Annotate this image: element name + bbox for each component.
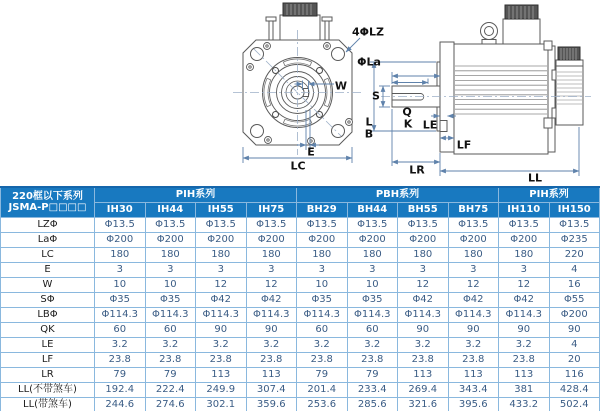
- model-header: BH29: [297, 203, 348, 218]
- dim-label-e: E: [307, 145, 315, 159]
- table-cell: Φ114.3: [297, 308, 348, 323]
- dim-label-b: B: [364, 127, 374, 141]
- table-cell: 3.2: [297, 338, 348, 353]
- model-header: IH150: [549, 203, 600, 218]
- table-cell: 3: [347, 263, 398, 278]
- table-cell: 12: [196, 278, 247, 293]
- table-cell: 3.2: [398, 338, 449, 353]
- table-cell: 23.8: [297, 353, 348, 368]
- row-label: QK: [1, 323, 95, 338]
- table-cell: 79: [297, 368, 348, 383]
- table-row: [1, 293, 600, 308]
- row-label: LE: [1, 338, 95, 353]
- table-cell: 20: [549, 353, 600, 368]
- table-cell: Φ200: [297, 233, 348, 248]
- side-view-drawing: [392, 5, 583, 154]
- table-cell: Φ200: [246, 233, 297, 248]
- table-row: [1, 383, 600, 398]
- dim-label-la: ΦLa: [357, 55, 381, 69]
- table-cell: 502.4: [549, 398, 600, 411]
- table-cell: 10: [297, 278, 348, 293]
- spec-table: [0, 186, 600, 411]
- table-cell: Φ13.5: [196, 218, 247, 233]
- table-cell: Φ42: [196, 293, 247, 308]
- table-cell: 4: [549, 263, 600, 278]
- table-cell: Φ13.5: [499, 218, 550, 233]
- table-cell: 269.4: [398, 383, 449, 398]
- table-cell: 60: [145, 323, 196, 338]
- table-cell: 180: [448, 248, 499, 263]
- table-cell: 12: [246, 278, 297, 293]
- dim-label-lc: LC: [290, 159, 306, 173]
- table-cell: 60: [95, 323, 146, 338]
- dimension-drawing: [0, 0, 600, 186]
- table-row: [1, 323, 600, 338]
- table-cell: Φ13.5: [549, 218, 600, 233]
- table-cell: Φ200: [448, 233, 499, 248]
- dim-label-4lz: 4ΦLZ: [352, 25, 384, 39]
- table-cell: 3: [246, 263, 297, 278]
- corner-header-line1: 220框以下系列: [12, 191, 83, 202]
- table-cell: 244.6: [95, 398, 146, 411]
- table-cell: 307.4: [246, 383, 297, 398]
- corner-header-cell: [1, 187, 95, 218]
- table-cell: 222.4: [145, 383, 196, 398]
- table-cell: 79: [145, 368, 196, 383]
- row-label: LR: [1, 368, 95, 383]
- table-cell: 60: [347, 323, 398, 338]
- table-cell: 12: [398, 278, 449, 293]
- table-cell: 381: [499, 383, 550, 398]
- table-cell: 220: [549, 248, 600, 263]
- series-header: PIH系列: [95, 187, 297, 203]
- table-cell: 302.1: [196, 398, 247, 411]
- table-cell: 180: [499, 248, 550, 263]
- model-header: IH44: [145, 203, 196, 218]
- dim-label-lr: LR: [409, 163, 425, 177]
- table-cell: 113: [499, 368, 550, 383]
- table-cell: 3: [297, 263, 348, 278]
- series-header: PBH系列: [297, 187, 499, 203]
- table-cell: Φ35: [145, 293, 196, 308]
- table-cell: 3: [448, 263, 499, 278]
- table-cell: Φ13.5: [246, 218, 297, 233]
- model-header: BH44: [347, 203, 398, 218]
- table-cell: 90: [549, 323, 600, 338]
- table-cell: 16: [549, 278, 600, 293]
- table-row: [1, 263, 600, 278]
- table-cell: 90: [398, 323, 449, 338]
- row-label: LZΦ: [1, 218, 95, 233]
- series-header: PIH系列: [499, 187, 600, 203]
- model-header: BH55: [398, 203, 449, 218]
- table-cell: Φ235: [549, 233, 600, 248]
- table-cell: 10: [347, 278, 398, 293]
- table-cell: Φ200: [398, 233, 449, 248]
- table-cell: 180: [95, 248, 146, 263]
- table-row: [1, 353, 600, 368]
- table-cell: 113: [448, 368, 499, 383]
- table-cell: 428.4: [549, 383, 600, 398]
- table-cell: 23.8: [145, 353, 196, 368]
- table-cell: Φ114.3: [246, 308, 297, 323]
- table-cell: 180: [347, 248, 398, 263]
- table-cell: Φ114.3: [347, 308, 398, 323]
- table-cell: 3: [145, 263, 196, 278]
- table-cell: 79: [95, 368, 146, 383]
- row-label: LC: [1, 248, 95, 263]
- table-cell: 113: [398, 368, 449, 383]
- table-cell: Φ114.3: [499, 308, 550, 323]
- dim-label-lf: LF: [456, 138, 472, 152]
- table-cell: 23.8: [398, 353, 449, 368]
- table-cell: 285.6: [347, 398, 398, 411]
- table-cell: 3: [196, 263, 247, 278]
- table-row: [1, 338, 600, 353]
- table-cell: 3.2: [448, 338, 499, 353]
- table-cell: 274.6: [145, 398, 196, 411]
- series-header-row: [1, 187, 600, 203]
- model-header: BH75: [448, 203, 499, 218]
- table-cell: 3.2: [499, 338, 550, 353]
- table-cell: 180: [246, 248, 297, 263]
- table-cell: Φ114.3: [398, 308, 449, 323]
- table-cell: 23.8: [347, 353, 398, 368]
- table-cell: 23.8: [499, 353, 550, 368]
- table-cell: Φ13.5: [347, 218, 398, 233]
- table-cell: 3: [398, 263, 449, 278]
- table-cell: 79: [347, 368, 398, 383]
- table-cell: 3.2: [95, 338, 146, 353]
- table-cell: 116: [549, 368, 600, 383]
- table-cell: 3: [499, 263, 550, 278]
- row-label: LBΦ: [1, 308, 95, 323]
- row-label: W: [1, 278, 95, 293]
- table-cell: 180: [196, 248, 247, 263]
- motor-drawing-svg: [0, 0, 600, 186]
- spec-table-area: [0, 186, 600, 411]
- table-cell: 359.6: [246, 398, 297, 411]
- row-label: LL(带煞车): [1, 398, 95, 411]
- table-cell: Φ13.5: [145, 218, 196, 233]
- table-cell: 10: [95, 278, 146, 293]
- table-cell: 321.6: [398, 398, 449, 411]
- model-header: IH30: [95, 203, 146, 218]
- row-label: LaΦ: [1, 233, 95, 248]
- table-cell: 12: [499, 278, 550, 293]
- table-cell: 113: [196, 368, 247, 383]
- table-cell: Φ35: [95, 293, 146, 308]
- table-cell: Φ42: [398, 293, 449, 308]
- table-cell: Φ42: [448, 293, 499, 308]
- table-cell: Φ200: [499, 233, 550, 248]
- table-cell: Φ42: [246, 293, 297, 308]
- table-cell: 10: [145, 278, 196, 293]
- table-cell: 90: [196, 323, 247, 338]
- row-label: SΦ: [1, 293, 95, 308]
- table-cell: Φ114.3: [95, 308, 146, 323]
- table-cell: 192.4: [95, 383, 146, 398]
- table-row: [1, 368, 600, 383]
- table-cell: 4: [549, 338, 600, 353]
- table-cell: Φ114.3: [448, 308, 499, 323]
- corner-header-line2: JSMA-P□□□□: [8, 201, 87, 213]
- table-cell: 90: [448, 323, 499, 338]
- dim-label-s: S: [372, 89, 380, 103]
- dim-label-k: K: [403, 117, 413, 131]
- table-cell: Φ200: [549, 308, 600, 323]
- dim-label-ll: LL: [527, 171, 543, 185]
- table-cell: 180: [145, 248, 196, 263]
- dim-label-l: L: [365, 115, 373, 129]
- table-cell: Φ200: [95, 233, 146, 248]
- table-cell: Φ13.5: [448, 218, 499, 233]
- table-cell: 201.4: [297, 383, 348, 398]
- table-cell: Φ35: [297, 293, 348, 308]
- table-cell: 23.8: [246, 353, 297, 368]
- table-cell: 3: [95, 263, 146, 278]
- row-label: E: [1, 263, 95, 278]
- table-cell: 3.2: [246, 338, 297, 353]
- table-cell: Φ200: [196, 233, 247, 248]
- table-cell: Φ55: [549, 293, 600, 308]
- table-cell: Φ35: [347, 293, 398, 308]
- table-cell: 249.9: [196, 383, 247, 398]
- table-cell: Φ114.3: [145, 308, 196, 323]
- table-row: [1, 278, 600, 293]
- table-cell: 3.2: [347, 338, 398, 353]
- table-row: [1, 398, 600, 411]
- table-cell: Φ114.3: [196, 308, 247, 323]
- table-cell: 233.4: [347, 383, 398, 398]
- table-cell: 113: [246, 368, 297, 383]
- table-cell: 433.2: [499, 398, 550, 411]
- table-cell: Φ13.5: [398, 218, 449, 233]
- table-cell: 23.8: [196, 353, 247, 368]
- table-row: [1, 218, 600, 233]
- table-cell: 395.6: [448, 398, 499, 411]
- table-cell: 23.8: [448, 353, 499, 368]
- table-cell: 12: [448, 278, 499, 293]
- model-header: IH110: [499, 203, 550, 218]
- table-cell: Φ13.5: [297, 218, 348, 233]
- row-label: LL(不带煞车): [1, 383, 95, 398]
- table-cell: 23.8: [95, 353, 146, 368]
- table-cell: Φ200: [347, 233, 398, 248]
- model-header: IH75: [246, 203, 297, 218]
- table-cell: Φ200: [145, 233, 196, 248]
- spec-table-body: [1, 218, 600, 411]
- row-label: LF: [1, 353, 95, 368]
- table-cell: 343.4: [448, 383, 499, 398]
- table-cell: 90: [246, 323, 297, 338]
- table-row: [1, 233, 600, 248]
- table-cell: Φ13.5: [95, 218, 146, 233]
- model-header: IH55: [196, 203, 247, 218]
- table-row: [1, 308, 600, 323]
- table-cell: 3.2: [196, 338, 247, 353]
- dim-label-w: W: [334, 79, 348, 93]
- table-cell: 253.6: [297, 398, 348, 411]
- table-row: [1, 248, 600, 263]
- table-cell: 60: [297, 323, 348, 338]
- table-cell: 3.2: [145, 338, 196, 353]
- table-cell: 180: [398, 248, 449, 263]
- table-cell: 180: [297, 248, 348, 263]
- table-cell: 90: [499, 323, 550, 338]
- dim-label-q: Q: [402, 105, 412, 119]
- dim-label-le: LE: [422, 118, 438, 132]
- table-cell: Φ42: [499, 293, 550, 308]
